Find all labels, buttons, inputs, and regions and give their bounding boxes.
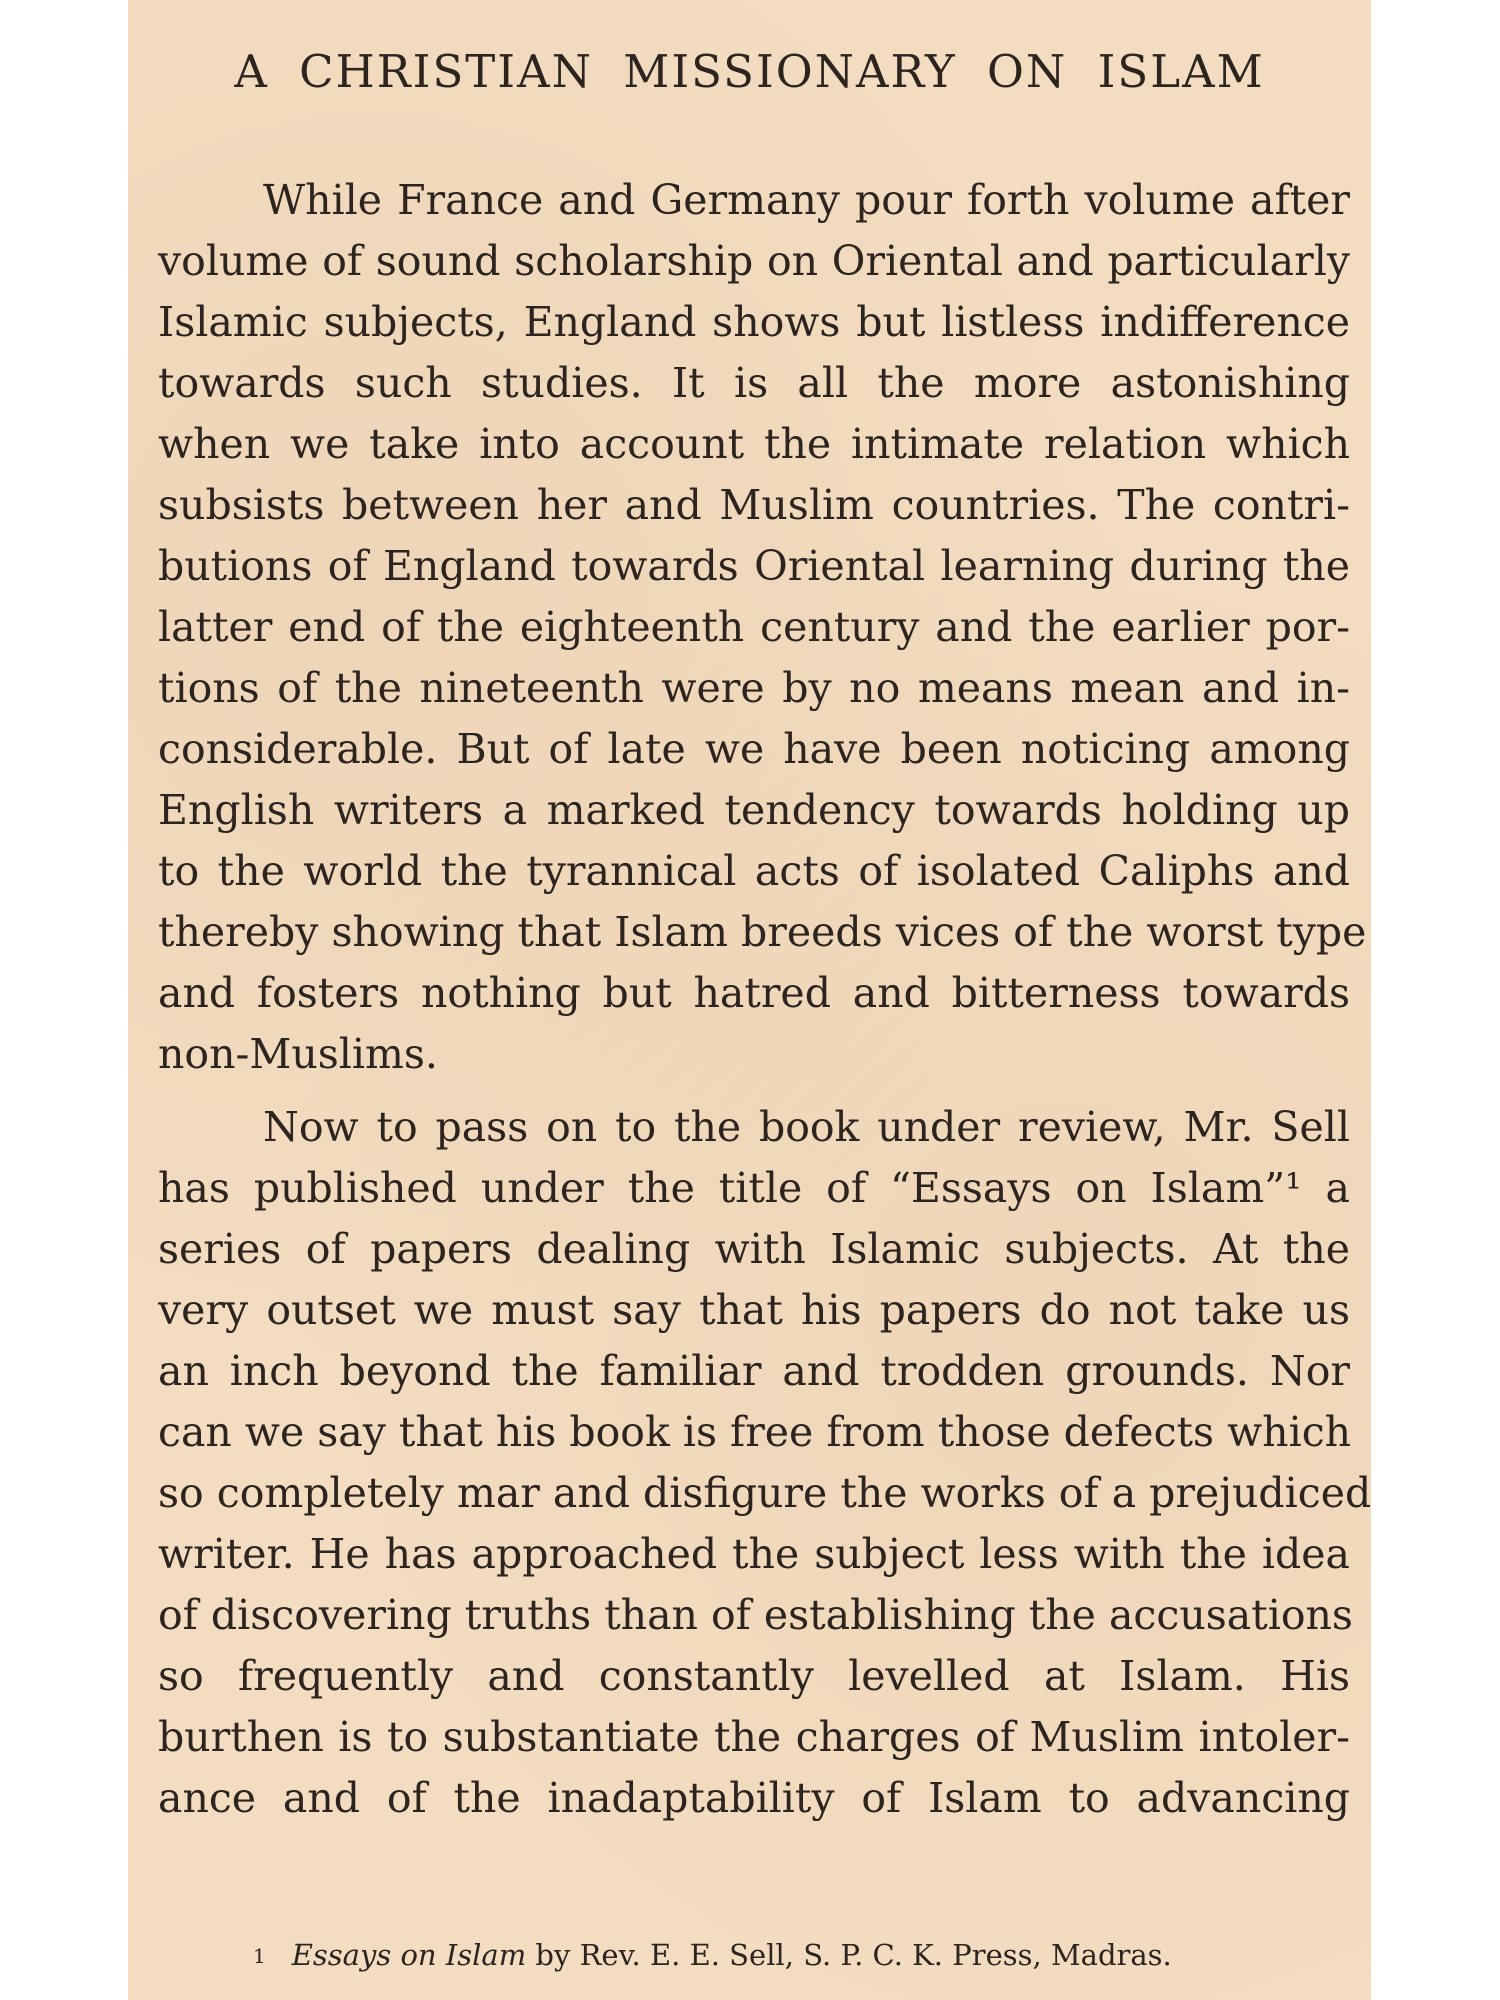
- paragraph-1: [158, 170, 1367, 1085]
- text-line: tions of the nineteenth were by no means mean and in-: [158, 664, 1350, 712]
- text-line: burthen is to substantiate the charges of Muslim intoler-: [158, 1713, 1350, 1761]
- text-line: towards such studies. It is all the more astonishing: [158, 359, 1350, 407]
- footnote-text: by Rev. E. E. Sell, S. P. C. K. Press, Madras.: [526, 1938, 1172, 1972]
- text-line: non-Muslims.: [158, 1030, 438, 1078]
- text-line: writer. He has approached the subject less with the idea: [158, 1530, 1350, 1578]
- text-line: so completely mar and disfigure the works of a prejudiced: [158, 1469, 1372, 1517]
- text-line: latter end of the eighteenth century and the earlier por-: [158, 603, 1350, 651]
- text-line: series of papers dealing with Islamic subjects. At the: [158, 1225, 1350, 1273]
- text-line: and fosters nothing but hatred and bitterness towards: [158, 969, 1350, 1017]
- text-line: so frequently and constantly levelled at Islam. His: [158, 1652, 1350, 1700]
- text-line: Islamic subjects, England shows but listless indifference: [158, 298, 1350, 346]
- book-page: [128, 0, 1371, 2000]
- text-line: volume of sound scholarship on Oriental and particularly: [158, 237, 1350, 285]
- paragraph-gap: [158, 1085, 1350, 1097]
- text-line: thereby showing that Islam breeds vices of the worst type: [158, 908, 1367, 956]
- footnote: [253, 1935, 1172, 1976]
- text-line: when we take into account the intimate relation which: [158, 420, 1350, 468]
- page-title: A CHRISTIAN MISSIONARY ON ISLAM: [234, 45, 1265, 98]
- text-line: very outset we must say that his papers do not take us: [158, 1286, 1350, 1334]
- text-line: can we say that his book is free from those defects which: [158, 1408, 1352, 1456]
- text-line: Now to pass on to the book under review, Mr. Sell: [263, 1103, 1350, 1151]
- text-line: subsists between her and Muslim countries. The contri-: [158, 481, 1350, 529]
- text-line: English writers a marked tendency towards holding up: [158, 786, 1350, 834]
- footnote-marker: 1: [253, 1944, 266, 1968]
- text-line: While France and Germany pour forth volume after: [263, 176, 1350, 224]
- text-line: butions of England towards Oriental learning during the: [158, 542, 1350, 590]
- text-line: of discovering truths than of establishing the accusations: [158, 1591, 1353, 1639]
- text-line: to the world the tyrannical acts of isolated Caliphs and: [158, 847, 1350, 895]
- body-text: [158, 170, 1372, 1829]
- footnote-title: Essays on Islam: [291, 1938, 527, 1972]
- text-line: considerable. But of late we have been noticing among: [158, 725, 1350, 773]
- text-line: an inch beyond the familiar and trodden grounds. Nor: [158, 1347, 1350, 1395]
- text-line: has published under the title of “Essays on Islam”¹ a: [158, 1164, 1350, 1212]
- text-line: ance and of the inadaptability of Islam to advancing: [158, 1774, 1350, 1822]
- paragraph-2: [158, 1097, 1372, 1829]
